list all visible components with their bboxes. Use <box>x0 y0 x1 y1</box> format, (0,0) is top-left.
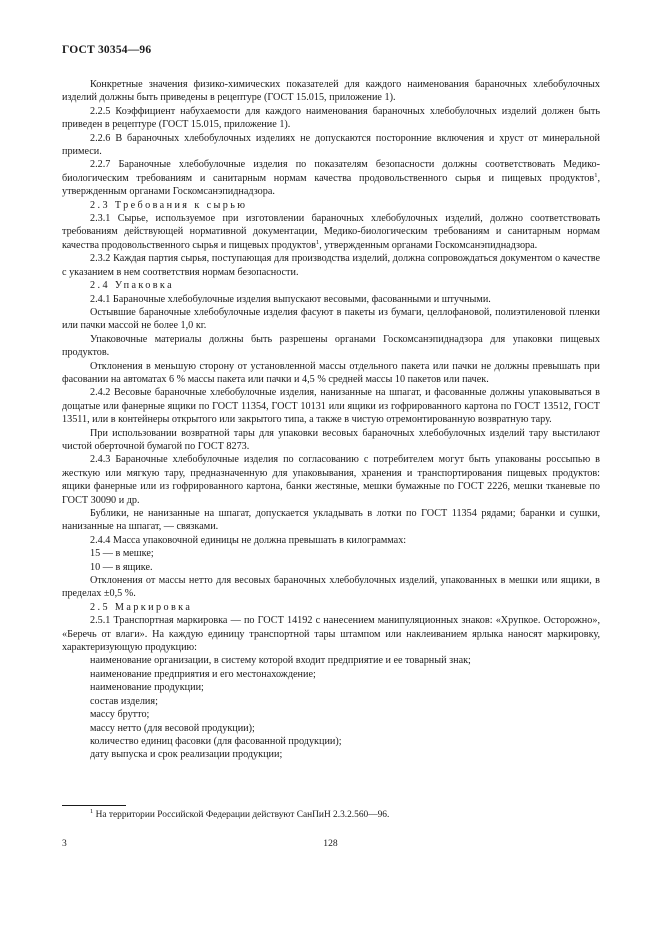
paragraph <box>62 293 600 306</box>
paragraph <box>62 681 600 694</box>
paragraph-text-continued: , утвержденным органами Госкомсанэпиднадзора. <box>319 239 538 251</box>
page-number: 128 <box>323 838 338 849</box>
paragraph <box>62 427 600 454</box>
paragraph <box>62 386 600 426</box>
section-heading <box>62 601 600 614</box>
paragraph-text: 2.5.1 Транспортная маркировка — по ГОСТ 14192 с нанесением манипуляционных знаков: «Хрупкое. Осторожно», «Беречь от влаги». На каждую единицу транспортной тары штампом или наклеиванием ярлыка наносят маркировку, характеризующую продукцию: <box>62 615 600 654</box>
paragraph <box>62 561 600 574</box>
paragraph-text: Конкретные значения физико-химических показателей для каждого наименования бараночных хлебобулочных изделий должны быть приведены в рецептуре (ГОСТ 15.015, приложение 1). <box>62 79 600 104</box>
paragraph <box>62 507 600 534</box>
paragraph-text: 2.2.6 В бараночных хлебобулочных изделиях не допускаются посторонние включения и хруст от минеральной примеси. <box>62 132 600 158</box>
paragraph-text: 2.4.3 Бараночные хлебобулочные изделия по согласованию с потребителем могут быть упакованы россыпью в жесткую или мягкую тару, предназначенную для упаковывания, хранения и транспортирования пищевых продуктов: ящики фанерные или из гофрированного картона, банки жестяные, мешки бумажные по ГОСТ 2226, мешки тканевые по ГОСТ 30090 и др. <box>62 454 600 506</box>
footnote-ref: 1 <box>594 171 598 179</box>
paragraph-text: 2.4.4 Масса упаковочной единицы не должна превышать в килограммах: <box>90 534 407 546</box>
paragraph <box>62 212 600 252</box>
paragraph <box>62 158 600 198</box>
paragraph <box>62 306 600 333</box>
footnote-mark: 1 <box>90 808 94 815</box>
paragraph-text: наименование организации, в систему которой входит предприятие и ее товарный знак; <box>90 655 471 667</box>
paragraph-text: 2.2.7 Бараночные хлебобулочные изделия по показателям безопасности должны соответствовать Медико-биологическим требованиям и санитарным нормам качества продовольственного сырья и пищевых продуктов <box>62 159 600 184</box>
paragraph-text: 2.2.5 Коэффициент набухаемости для каждого наименования бараночных хлебобулочных изделий должен быть приведен в рецептуре (ГОСТ 15.015, приложение 1). <box>62 105 600 131</box>
paragraph <box>62 360 600 387</box>
paragraph-text: 10 — в ящике. <box>90 561 153 573</box>
paragraph-text: 2.3.1 Сырье, используемое при изготовлении бараночных хлебобулочных изделий, должно соответствовать требованиям действующей нормативной документации, Медико-биологическим требованиям и санитарным нормам качества продовольственного сырья и пищевых продуктов <box>62 213 600 251</box>
paragraph <box>62 252 600 279</box>
paragraph <box>62 735 600 748</box>
paragraph-text: наименование предприятия и его местонахождение; <box>90 668 316 680</box>
footnote-ref: 1 <box>315 238 320 246</box>
footnote <box>62 809 600 821</box>
paragraph-text: Отклонения в меньшую сторону от установленной массы отдельного пакета или пачки не должны превышать при фасовании на автоматах 6 % массы пакета или пачки и 4,5 % средней массы 10 пакетов или пачек. <box>62 360 600 385</box>
paragraph <box>62 574 600 601</box>
paragraph-text-continued: , утвержденным органами Госкомсанэпиднадзора. <box>62 172 600 198</box>
paragraph <box>62 547 600 560</box>
paragraph <box>62 78 600 105</box>
paragraph-text: Бублики, не нанизанные на шпагат, допускается укладывать в лотки по ГОСТ 11354 рядами; баранки и сушки, нанизанные на шпагат, — связками. <box>62 508 600 533</box>
paragraph <box>62 333 600 360</box>
paragraph-text: 2.5 Маркировка <box>90 601 193 613</box>
document-header: ГОСТ 30354—96 <box>62 44 152 56</box>
paragraph <box>62 722 600 735</box>
paragraph-text: количество единиц фасовки (для фасованной продукции); <box>90 735 342 747</box>
paragraph-text: Упаковочные материалы должны быть разрешены органами Госкомсанэпиднадзора для упаковки пищевых продуктов. <box>62 333 600 359</box>
paragraph-text: массу нетто (для весовой продукции); <box>90 722 255 734</box>
paragraph-text: 2.4.2 Весовые бараночные хлебобулочные изделия, нанизанные на шпагат, и фасованные должны упаковываться в дощатые или фанерные ящики по ГОСТ 11354, ГОСТ 10131 или ящики из гофрированного картона по ГОСТ 13512, ГОСТ 13511, или в контейнеры открытого или закрытого типа, а также в чистую отремонтированную возвратную тару. <box>62 387 600 426</box>
paragraph-text: 2.4.1 Бараночные хлебобулочные изделия выпускают весовыми, фасованными и штучными. <box>90 293 491 305</box>
paragraph-text: 2.4 Упаковка <box>90 280 175 292</box>
paragraph <box>62 132 600 159</box>
paragraph-text: дату выпуска и срок реализации продукции; <box>90 749 283 761</box>
paragraph-text: 2.3 Требования к сырью <box>90 199 248 211</box>
footnote-divider <box>62 805 126 806</box>
sheet-number: 3 <box>62 838 67 849</box>
paragraph <box>62 614 600 654</box>
paragraph-text: 2.3.2 Каждая партия сырья, поступающая для производства изделий, должна сопровождаться документом о качестве с указанием в нем соответствия нормам безопасности. <box>62 253 600 278</box>
paragraph-text: Остывшие бараночные хлебобулочные изделия фасуют в пакеты из бумаги, целлофановой, полиэтиленовой пленки или пачки массой не более 1,0 кг. <box>62 306 600 332</box>
paragraph <box>62 668 600 681</box>
paragraph <box>62 708 600 721</box>
paragraph <box>62 105 600 132</box>
paragraph-text: состав изделия; <box>90 695 158 707</box>
document-body <box>62 78 600 762</box>
paragraph <box>62 748 600 761</box>
paragraph-text: Отклонения от массы нетто для весовых бараночных хлебобулочных изделий, упакованных в мешки или ящики, в пределах ±0,5 %. <box>62 575 600 600</box>
paragraph <box>62 453 600 507</box>
section-heading <box>62 279 600 292</box>
section-heading <box>62 199 600 212</box>
paragraph <box>62 654 600 667</box>
paragraph-text: массу брутто; <box>90 709 150 721</box>
paragraph-text: 15 — в мешке; <box>90 548 154 560</box>
paragraph <box>62 695 600 708</box>
paragraph-text: При использовании возвратной тары для упаковки весовых бараночных хлебобулочных изделий тару выстилают чистой оберточной бумагой по ГОСТ 8273. <box>62 427 600 452</box>
paragraph-text: наименование продукции; <box>90 682 204 694</box>
footnote-text: На территории Российской Федерации действуют СанПиН 2.3.2.560—96. <box>93 810 390 820</box>
paragraph <box>62 534 600 547</box>
